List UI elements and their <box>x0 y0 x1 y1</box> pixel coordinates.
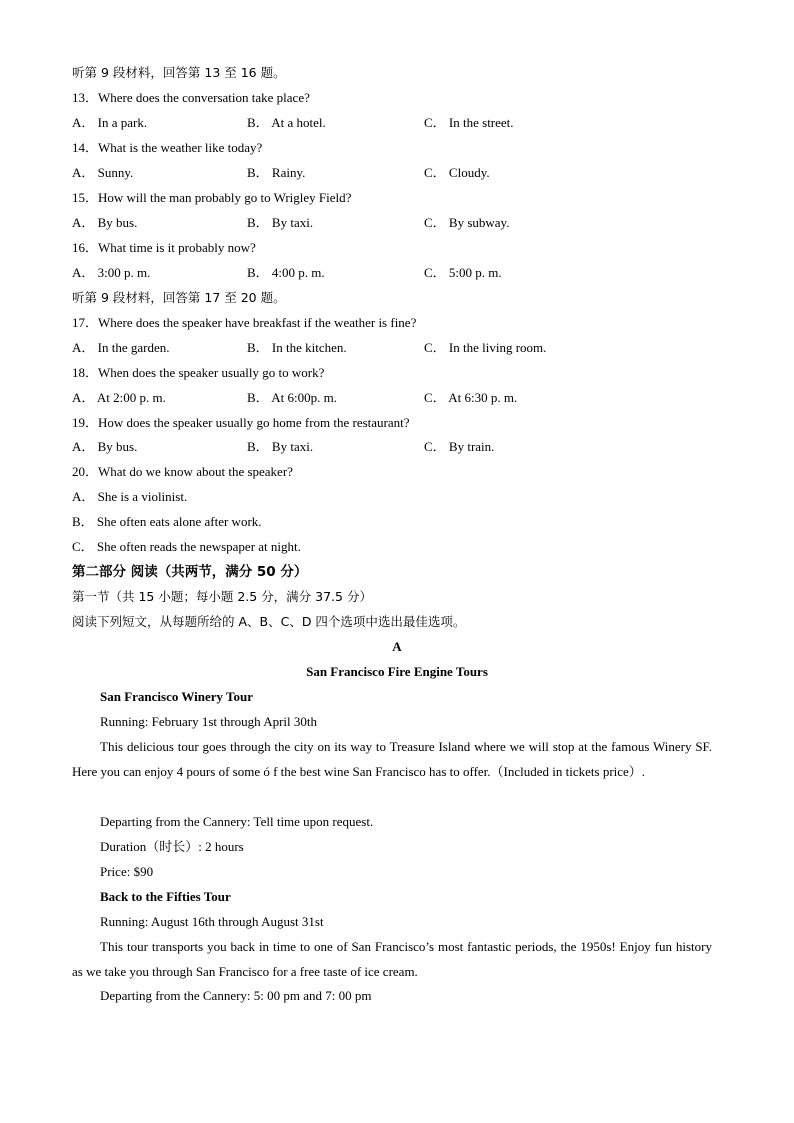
listening-intro-13-16: 听第 9 段材料，回答第 13 至 16 题。 <box>72 65 286 80</box>
q18-option-b: B． At 6:00p. m. <box>247 390 337 405</box>
question-20: 20．What do we know about the speaker? <box>72 464 293 479</box>
question-18: 18．When does the speaker usually go to work? <box>72 365 325 380</box>
tour1-running: Running: February 1st through April 30th <box>100 714 318 729</box>
q14-option-c: C． Cloudy. <box>424 165 490 180</box>
question-19: 19．How does the speaker usually go home from the restaurant? <box>72 415 410 430</box>
question-16: 16．What time is it probably now? <box>72 240 256 255</box>
q13-option-c: C． In the street. <box>424 115 514 130</box>
q16-option-c: C． 5:00 p. m. <box>424 265 502 280</box>
tour1-departing: Departing from the Cannery: Tell time upon request. <box>100 814 374 829</box>
q15-option-c: C． By subway. <box>424 215 510 230</box>
subsection-heading: 第一节（共 15 小题；每小题 2.5 分，满分 37.5 分） <box>72 589 372 604</box>
tour2-description: This tour transports you back in time to one of San Francisco’s most fantastic periods, the 1950s! Enjoy fun history as we take you through San Francisco for a free taste of ice cream. <box>72 939 712 979</box>
q20-option-b: B． She often eats alone after work. <box>72 514 262 529</box>
passage-title: San Francisco Fire Engine Tours <box>306 664 488 679</box>
listening-intro-17-20: 听第 9 段材料，回答第 17 至 20 题。 <box>72 290 286 305</box>
q13-option-b: B． At a hotel. <box>247 115 326 130</box>
question-14: 14．What is the weather like today? <box>72 140 263 155</box>
q15-option-a: A． By bus. <box>72 215 138 230</box>
q17-option-a: A． In the garden. <box>72 340 170 355</box>
q19-option-c: C． By train. <box>424 439 495 454</box>
part-two-title: 第二部分 阅读（共两节，满分 50 分） <box>72 564 308 580</box>
tour1-price: Price: $90 <box>100 864 154 879</box>
q20-option-a: A． She is a violinist. <box>72 489 188 504</box>
q20-option-c: C． She often reads the newspaper at night. <box>72 539 301 554</box>
q18-option-a: A． At 2:00 p. m. <box>72 390 166 405</box>
question-17: 17．Where does the speaker have breakfast if the weather is fine? <box>72 315 417 330</box>
reading-instruction: 阅读下列短文，从每题所给的 A、B、C、D 四个选项中选出最佳选项。 <box>72 614 466 629</box>
question-15: 15．How will the man probably go to Wrigley Field? <box>72 190 352 205</box>
q17-option-b: B． In the kitchen. <box>247 340 347 355</box>
tour1-duration: Duration（时长）: 2 hours <box>100 839 244 854</box>
tour1-description: This delicious tour goes through the city on its way to Treasure Island where we will stop at the famous Winery SF. Here you can enjoy 4 pours of some ó f the best wine San Francisco has to offer.（Included in tickets price）. <box>72 739 712 779</box>
q18-option-c: C． At 6:30 p. m. <box>424 390 518 405</box>
q19-option-a: A． By bus. <box>72 439 138 454</box>
tour2-name: Back to the Fifties Tour <box>100 889 231 904</box>
q16-option-b: B． 4:00 p. m. <box>247 265 325 280</box>
passage-letter: A <box>392 639 402 654</box>
q14-option-a: A． Sunny. <box>72 165 134 180</box>
q14-option-b: B． Rainy. <box>247 165 306 180</box>
q15-option-b: B． By taxi. <box>247 215 314 230</box>
q13-option-a: A． In a park. <box>72 115 148 130</box>
q16-option-a: A． 3:00 p. m. <box>72 265 151 280</box>
tour2-running: Running: August 16th through August 31st <box>100 914 324 929</box>
question-13: 13．Where does the conversation take place? <box>72 90 310 105</box>
q17-option-c: C． In the living room. <box>424 340 547 355</box>
tour2-departing: Departing from the Cannery: 5: 00 pm and 7: 00 pm <box>100 988 372 1003</box>
tour1-name: San Francisco Winery Tour <box>100 689 254 704</box>
q19-option-b: B． By taxi. <box>247 439 314 454</box>
